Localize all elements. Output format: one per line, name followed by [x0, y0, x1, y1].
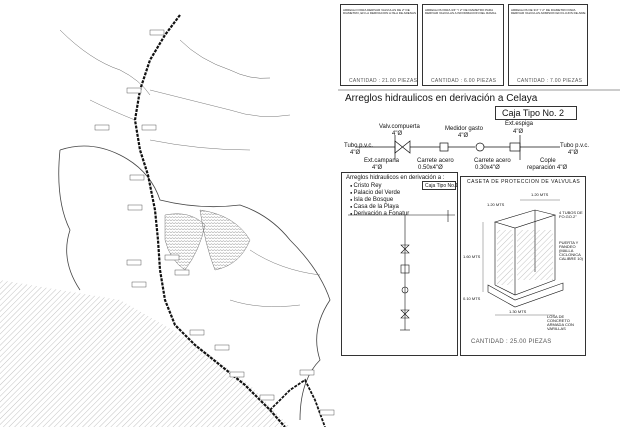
valv-compuerta-diam: 4"Ø [392, 131, 403, 137]
stream-5 [90, 100, 135, 120]
ext-espiga-diam: 4"Ø [513, 129, 524, 135]
valve-arrangement-box-3 [508, 4, 588, 86]
caseta-quantity: CANTIDAD : 25.00 PIEZAS [471, 339, 552, 345]
stream-3 [150, 90, 290, 117]
coastal-hatch-area [0, 280, 290, 427]
derivation-item-5: ● Derivación a Fonatur [350, 211, 409, 217]
carrete-2-label: Carrete acero [474, 158, 511, 164]
caseta-tubo-note: 4 TUBOS DE FO.GO.2" [559, 210, 583, 219]
tubo-pvc-right-label: Tubo p.v.c. [560, 143, 590, 149]
tubo-pvc-right-diam: 4"Ø [568, 150, 579, 156]
derivation-item-1: ● Cristo Rey [350, 183, 382, 189]
cople-label: Cople [540, 158, 556, 164]
box2-quantity: CANTIDAD : 6.00 PIEZAS [431, 78, 497, 84]
caseta-puerta-note: PUERTA Y PANDEO (MALLA CICLONICA CALIBRE 10) [559, 240, 584, 261]
derivation-header: Arreglos hidraulicos en derivación a : [346, 175, 445, 181]
box3-header: ARREGLOS DE 3/4" Y 2" DE DIAMETRO PARA DERIVAR VALVULAS ADMISION EN FLUJOS DE AIRE [511, 8, 586, 15]
caja-tipo-1-box [422, 181, 459, 190]
land-boundary-west [59, 150, 80, 290]
caja-tipo-2-box [495, 106, 577, 120]
derivation-item-3: ● Isla de Bosque [350, 197, 393, 203]
derivation-item-4: ● Casa de la Playa [350, 204, 399, 210]
caseta-width: 1.30 MTS [509, 309, 527, 314]
cople-desc: reparación 4"Ø [527, 165, 568, 171]
topo-zone-2 [200, 210, 250, 270]
caja-tipo-2-label: Caja Tipo No. 2 [502, 108, 565, 118]
tubo-pvc-left-diam: 4"Ø [350, 150, 361, 156]
stream-2 [180, 40, 270, 78]
caseta-base: 0.10 MTS [463, 296, 481, 301]
caseta-top-width: 1.20 MTS [531, 192, 549, 197]
caseta-losa-note: LOSA DE CONCRETO ARMADA CON VARILLAS [547, 314, 574, 331]
box3-quantity: CANTIDAD : 7.00 PIEZAS [517, 78, 583, 84]
stream-4 [150, 140, 250, 150]
carrete-2-dims: 0.30x4"Ø [475, 165, 500, 171]
carrete-1-dims: 0.50x4"Ø [418, 165, 443, 171]
tubo-pvc-left-label: Tubo p.v.c. [344, 143, 374, 149]
medidor-diam: 4"Ø [458, 133, 469, 139]
box2-header: ARREGLOS PARA 3/4" Y 2" DE DIAMETRO PARA DERIVAR VALVULAS A INFORMACION DEL RAMAL [425, 8, 497, 15]
medidor-label: Medidor gasto [445, 126, 484, 132]
carrete-1-label: Carrete acero [417, 158, 454, 164]
derivation-arrangement-box [341, 172, 458, 356]
box1-header: ARREGLO PARA DERIVAR VALVULAS DE 2" DE DIAMETRO, EN LA DERIVACION A ISLA DE ARENAS [343, 8, 416, 15]
box1-quantity: CANTIDAD : 21.00 PIEZAS [349, 78, 418, 84]
valve-arrangement-box-2 [422, 4, 504, 86]
caseta-title: CASETA DE PROTECCION DE VALVULAS [467, 179, 581, 185]
ext-espiga-label: Ext.espiga [505, 121, 534, 127]
caseta-box [460, 176, 586, 356]
caseta-side-height: 1.20 MTS [487, 202, 505, 207]
valv-compuerta-label: Valv.compuerta [379, 124, 420, 130]
caja-tipo-1-label: Caja Tipo No.1 [425, 183, 459, 189]
ext-campana-label: Ext.campana [364, 158, 400, 164]
ext-campana-diam: 4"Ø [372, 165, 383, 171]
derivation-item-2: ● Palacio del Verde [350, 190, 400, 196]
topo-zone-1 [165, 214, 205, 270]
stream-1 [60, 30, 150, 95]
stream-7 [230, 300, 300, 307]
valve-arrangement-box-1 [340, 4, 418, 86]
celaya-title: Arreglos hidraulicos en derivación a Celaya [345, 93, 538, 104]
caseta-height: 1.60 MTS [463, 254, 481, 259]
